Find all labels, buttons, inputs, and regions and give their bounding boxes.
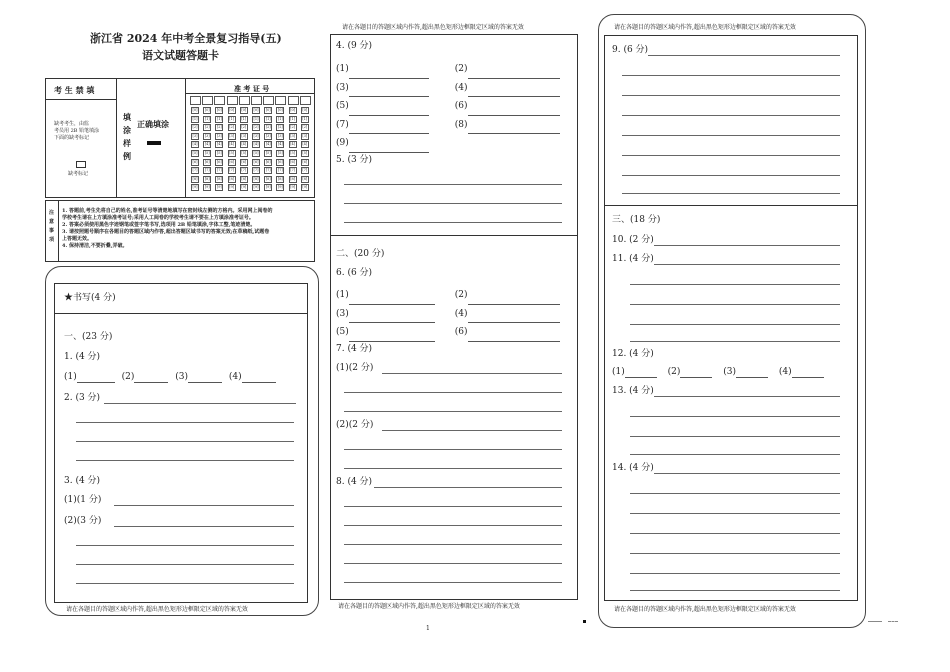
ticket-bubble[interactable]: [1] (302, 116, 308, 121)
warning-text: 请在各题目的答题区域内作答,超出黑色矩形边框限定区域的答案无效 (66, 606, 248, 613)
q12-answer-1[interactable] (625, 368, 657, 378)
fill-sample-mark (147, 141, 161, 145)
ticket-bubble[interactable]: [2] (216, 125, 222, 130)
answer-line[interactable] (76, 441, 294, 442)
ticket-bubble[interactable]: [8] (265, 176, 271, 181)
q1-answer-3[interactable] (188, 373, 222, 383)
ticket-bubble[interactable]: [7] (192, 168, 198, 173)
answer-line[interactable] (76, 460, 294, 461)
ticket-bubble[interactable]: [6] (290, 159, 296, 164)
q3-1-label: (1)(1 分) (64, 495, 102, 505)
ticket-bubble[interactable]: [3] (265, 133, 271, 138)
q6-answer[interactable] (468, 295, 560, 305)
missing-mark-checkbox[interactable] (76, 161, 86, 168)
exam-info-box (45, 78, 315, 198)
ticket-bubble[interactable]: [4] (216, 142, 222, 147)
ticket-bubble[interactable]: [7] (229, 168, 235, 173)
q12-answer-2[interactable] (680, 368, 712, 378)
q6-answer[interactable] (349, 313, 435, 323)
ticket-digit-cell (202, 96, 213, 105)
ticket-bubble[interactable]: [2] (290, 125, 296, 130)
answer-line[interactable] (344, 582, 562, 583)
ticket-bubble[interactable]: [8] (253, 176, 259, 181)
ticket-digit-cell (239, 96, 250, 105)
ticket-bubble[interactable]: [2] (241, 125, 247, 130)
ticket-bubble[interactable]: [9] (216, 185, 222, 190)
edge-mark (888, 621, 898, 622)
ticket-bubble[interactable]: [7] (216, 168, 222, 173)
ticket-bubble[interactable]: [3] (290, 133, 296, 138)
q3-2-answer-line[interactable] (114, 526, 294, 527)
q2-label: 2. (3 分) (64, 393, 101, 403)
header-subtitle: 语文试题答题卡 (142, 49, 219, 62)
ticket-bubble[interactable]: [4] (229, 142, 235, 147)
ticket-bubble[interactable]: [0] (290, 108, 296, 112)
ticket-bubble[interactable]: [6] (265, 159, 271, 164)
answer-line[interactable] (630, 493, 840, 494)
ticket-bubble[interactable]: [2] (277, 125, 283, 130)
ticket-bubble[interactable]: [0] (192, 108, 198, 112)
answer-line[interactable] (630, 284, 840, 285)
q7-1-answer-line[interactable] (382, 373, 562, 374)
ticket-bubble[interactable]: [6] (229, 159, 235, 164)
ticket-bubble[interactable]: [6] (277, 159, 283, 164)
ticket-bubble[interactable]: [9] (277, 185, 283, 190)
q12-answer-3[interactable] (736, 368, 768, 378)
q4-label: 4. (9 分) (336, 41, 373, 51)
answer-line[interactable] (344, 203, 562, 204)
ticket-bubble[interactable]: [3] (229, 133, 235, 138)
q9-answer-line[interactable] (648, 55, 840, 56)
ticket-digit-cell (300, 96, 311, 105)
answer-line[interactable] (622, 175, 840, 176)
ticket-bubble[interactable]: [7] (290, 168, 296, 173)
answer-line[interactable] (630, 513, 840, 514)
ticket-bubble[interactable]: [2] (229, 125, 235, 130)
q1-label: 1. (4 分) (64, 352, 101, 362)
q10-answer-line[interactable] (654, 245, 840, 246)
answer-line[interactable] (630, 341, 840, 342)
ticket-bubble[interactable]: [9] (241, 185, 247, 190)
q7-1-label: (1)(2 分) (336, 363, 374, 373)
writing-score: ★书写(4 分) (64, 293, 116, 303)
ticket-bubble[interactable]: [2] (192, 125, 198, 130)
section-3-title: 三、(18 分) (612, 215, 661, 225)
ticket-bubble[interactable]: [5] (277, 151, 283, 155)
ticket-bubble[interactable]: [7] (277, 168, 283, 173)
q7-2-answer-line[interactable] (382, 430, 562, 431)
ticket-number-grid (186, 94, 314, 197)
q10-label: 10. (2 分) (612, 235, 654, 245)
ticket-bubble[interactable]: [6] (241, 159, 247, 164)
answer-line[interactable] (344, 222, 562, 223)
ticket-bubble[interactable]: [2] (302, 125, 308, 130)
q6-answer[interactable] (468, 332, 560, 342)
ticket-bubble[interactable]: [7] (241, 168, 247, 173)
answer-box-1 (54, 283, 308, 603)
ticket-bubble[interactable]: [4] (265, 142, 271, 147)
notes-label: 注意事项 (49, 210, 55, 243)
ticket-bubble[interactable]: [1] (265, 116, 271, 121)
q11-answer-line[interactable] (654, 264, 840, 265)
answer-line[interactable] (630, 324, 840, 325)
section-2-title: 二、(20 分) (336, 249, 385, 259)
answer-line[interactable] (630, 304, 840, 305)
notes-box (45, 200, 315, 262)
warning-text: 请在各题目的答题区域内作答,超出黑色矩形边框限定区域的答案无效 (614, 606, 796, 613)
ticket-bubble[interactable]: [1] (290, 116, 296, 121)
ticket-bubble[interactable]: [9] (253, 185, 259, 190)
answer-line[interactable] (622, 155, 840, 156)
ticket-bubble[interactable]: [9] (229, 185, 235, 190)
ticket-digit-cell (251, 96, 262, 105)
ticket-digit-cell (214, 96, 225, 105)
q4-answer[interactable] (468, 106, 560, 116)
answer-line[interactable] (622, 193, 840, 194)
ticket-bubble[interactable]: [8] (241, 176, 247, 181)
answer-line[interactable] (344, 506, 562, 507)
header-title: 浙江省 2024 年中考全景复习指导(五) (90, 32, 282, 45)
q4-answer[interactable] (468, 69, 560, 79)
ticket-bubble[interactable]: [8] (277, 176, 283, 181)
ticket-bubble[interactable]: [8] (229, 176, 235, 181)
q4-answer[interactable] (349, 106, 429, 116)
answer-line[interactable] (630, 553, 840, 554)
answer-line[interactable] (622, 95, 840, 96)
q4-answer[interactable] (349, 124, 429, 134)
q8-label: 8. (4 分) (336, 477, 373, 487)
q1-answer-1[interactable] (77, 373, 115, 383)
answer-line[interactable] (344, 468, 562, 469)
ticket-bubble[interactable]: [1] (192, 116, 198, 121)
ticket-bubble[interactable]: [0] (204, 108, 210, 112)
ticket-bubble[interactable]: [3] (253, 133, 259, 138)
warning-text: 请在各题目的答题区域内作答,超出黑色矩形边框限定区域的答案无效 (338, 603, 520, 610)
ticket-bubble[interactable]: [6] (216, 159, 222, 164)
q6-options: (1) (2) (3) (4) (5) (6) (336, 286, 560, 342)
ticket-bubble[interactable]: [9] (302, 185, 308, 190)
answer-line[interactable] (622, 115, 840, 116)
ticket-bubble[interactable]: [3] (216, 133, 222, 138)
ticket-bubble[interactable]: [6] (302, 159, 308, 164)
ticket-bubble[interactable]: [3] (241, 133, 247, 138)
notes-list: 1. 答题前,考生先将自己的姓名,准考证号等清楚地填写在密封线左侧的方格内。采用网上阅卷的 学校考生请在上方填涂准考证号;采用人工阅卷的学校考生请不要在上方填涂准考证号。 2. 答案必须使用黑色字迹钢笔或签字笔书写,选项用 2B 铅笔填涂,字体工整,笔迹清楚。 3. 请按照题号顺序在各题目的答题区域内作答,超出答题区域书写的答案无效;在草稿纸,试题卷 上答题无效。 4. 保持清洁,不要折叠,弄破。 (62, 208, 273, 249)
answer-box-3 (604, 35, 858, 601)
ticket-bubble[interactable]: [5] (241, 151, 247, 155)
ticket-bubble[interactable]: [0] (302, 108, 308, 112)
ticket-bubble[interactable]: [7] (265, 168, 271, 173)
q4-answer[interactable] (349, 87, 429, 97)
ticket-title: 准 考 证 号 (234, 84, 270, 93)
ticket-bubble[interactable]: [2] (265, 125, 271, 130)
ticket-bubble[interactable]: [8] (192, 176, 198, 181)
q4-answer[interactable] (468, 124, 560, 134)
ticket-bubble[interactable]: [9] (290, 185, 296, 190)
fill-title: 考 生 禁 填 (54, 85, 95, 95)
answer-line[interactable] (76, 422, 294, 423)
q6-answer[interactable] (468, 313, 560, 323)
ticket-bubble[interactable]: [9] (192, 185, 198, 190)
ticket-bubble[interactable]: [4] (192, 142, 198, 147)
ticket-bubble[interactable]: [2] (253, 125, 259, 130)
answer-line[interactable] (630, 416, 840, 417)
q1-answer-4[interactable] (242, 373, 276, 383)
ticket-bubble[interactable]: [5] (216, 151, 222, 155)
ticket-bubble[interactable]: [7] (253, 168, 259, 173)
ticket-bubble[interactable]: [7] (204, 168, 210, 173)
ticket-bubble[interactable]: [1] (216, 116, 222, 121)
section-1-title: 一、(23 分) (64, 332, 113, 342)
q14-answer-line[interactable] (654, 473, 840, 474)
q6-answer[interactable] (349, 295, 435, 305)
ticket-digit-cell (275, 96, 286, 105)
ticket-bubble[interactable]: [4] (253, 142, 259, 147)
ticket-bubble[interactable]: [8] (216, 176, 222, 181)
sample-area (117, 79, 186, 197)
answer-line[interactable] (76, 545, 294, 546)
missing-note: 缺考考生，由监 考员用 2B 铅笔填涂 下面的缺考标记 (54, 121, 100, 141)
ticket-bubble[interactable]: [1] (253, 116, 259, 121)
answer-line[interactable] (344, 184, 562, 185)
ticket-digit-cell (263, 96, 274, 105)
ticket-digit-cell (288, 96, 299, 105)
ticket-bubble[interactable]: [8] (290, 176, 296, 181)
ticket-bubble[interactable]: [1] (241, 116, 247, 121)
q9-label: 9. (6 分) (612, 45, 649, 55)
ticket-bubble[interactable]: [9] (265, 185, 271, 190)
answer-line[interactable] (622, 75, 840, 76)
correct-fill-label: 正确填涂 (137, 119, 169, 129)
answer-line[interactable] (630, 436, 840, 437)
warning-text: 请在各题目的答题区域内作答,超出黑色矩形边框限定区域的答案无效 (342, 24, 524, 31)
ticket-bubble[interactable]: [3] (302, 133, 308, 138)
q13-label: 13. (4 分) (612, 386, 654, 396)
q4-options: (1) (2) (3) (4) (5) (6) (7) (8) (9) (336, 60, 560, 153)
q1-answer-2[interactable] (134, 373, 168, 383)
ticket-bubble[interactable]: [0] (229, 108, 235, 112)
ticket-bubble[interactable]: [4] (277, 142, 283, 147)
ticket-bubble[interactable]: [0] (216, 108, 222, 112)
ticket-bubble[interactable]: [6] (204, 159, 210, 164)
q1-options: (1) (2) (3) (4) (64, 372, 276, 383)
answer-line[interactable] (622, 135, 840, 136)
ticket-bubble[interactable]: [5] (229, 151, 235, 155)
ticket-bubble[interactable]: [8] (204, 176, 210, 181)
answer-line[interactable] (76, 564, 294, 565)
ticket-bubble[interactable]: [0] (253, 108, 259, 112)
ticket-bubble[interactable]: [0] (241, 108, 247, 112)
answer-line[interactable] (76, 583, 294, 584)
ticket-bubble[interactable]: [4] (302, 142, 308, 147)
ticket-bubble[interactable]: [5] (290, 151, 296, 155)
answer-line[interactable] (630, 590, 840, 591)
ticket-bubble[interactable]: [2] (204, 125, 210, 130)
ticket-bubble[interactable]: [1] (229, 116, 235, 121)
sample-label: 填涂样例 (123, 112, 131, 161)
q8-answer-line[interactable] (374, 487, 562, 488)
page-number: 1 (426, 625, 430, 632)
missing-mark-label: 缺考标记 (68, 171, 89, 177)
ticket-bubble[interactable]: [7] (302, 168, 308, 173)
answer-line[interactable] (344, 449, 562, 450)
q12-options: (1) (2) (3) (4) (612, 367, 824, 378)
q5-label: 5. (3 分) (336, 155, 373, 165)
q4-answer[interactable] (349, 143, 429, 153)
q3-2-label: (2)(3 分) (64, 516, 102, 526)
answer-line[interactable] (630, 573, 840, 574)
answer-line[interactable] (630, 533, 840, 534)
answer-line[interactable] (630, 454, 840, 455)
ticket-bubble[interactable]: [5] (204, 151, 210, 155)
q13-answer-line[interactable] (654, 396, 840, 397)
ticket-bubble[interactable]: [3] (192, 133, 198, 138)
q12-answer-4[interactable] (792, 368, 824, 378)
q2-answer-line[interactable] (104, 403, 296, 404)
ticket-bubble[interactable]: [3] (277, 133, 283, 138)
ticket-bubble[interactable]: [1] (277, 116, 283, 121)
ticket-bubble[interactable]: [0] (265, 108, 271, 112)
ticket-bubble[interactable]: [5] (302, 151, 308, 155)
q14-label: 14. (4 分) (612, 463, 654, 473)
q12-label: 12. (4 分) (612, 349, 654, 359)
q7-2-label: (2)(2 分) (336, 420, 374, 430)
q3-label: 3. (4 分) (64, 476, 101, 486)
ticket-bubble[interactable]: [9] (204, 185, 210, 190)
answer-line[interactable] (344, 411, 562, 412)
q4-answer[interactable] (468, 87, 560, 97)
warning-text: 请在各题目的答题区域内作答,超出黑色矩形边框限定区域的答案无效 (614, 24, 796, 31)
ticket-bubble[interactable]: [3] (204, 133, 210, 138)
q6-answer[interactable] (349, 332, 435, 342)
ticket-digit-cell (190, 96, 201, 105)
ticket-bubble[interactable]: [6] (192, 159, 198, 164)
edge-mark (868, 621, 882, 622)
fill-area (46, 79, 117, 197)
q6-label: 6. (6 分) (336, 268, 373, 278)
answer-line[interactable] (344, 392, 562, 393)
answer-line[interactable] (344, 563, 562, 564)
q3-1-answer-line[interactable] (114, 505, 294, 506)
ticket-bubble[interactable]: [5] (192, 151, 198, 155)
ticket-bubble[interactable]: [8] (302, 176, 308, 181)
ticket-bubble[interactable]: [4] (290, 142, 296, 147)
ticket-bubble[interactable]: [5] (265, 151, 271, 155)
q4-answer[interactable] (349, 69, 429, 79)
ticket-bubble[interactable]: [6] (253, 159, 259, 164)
q7-label: 7. (4 分) (336, 344, 373, 354)
q11-label: 11. (4 分) (612, 254, 654, 264)
ticket-bubble[interactable]: [5] (253, 151, 259, 155)
ticket-bubble[interactable]: [0] (277, 108, 283, 112)
ticket-bubble[interactable]: [1] (204, 116, 210, 121)
alignment-mark (583, 620, 586, 623)
ticket-bubble[interactable]: [4] (241, 142, 247, 147)
answer-line[interactable] (344, 544, 562, 545)
answer-line[interactable] (344, 525, 562, 526)
ticket-digit-cell (227, 96, 238, 105)
ticket-bubble[interactable]: [4] (204, 142, 210, 147)
